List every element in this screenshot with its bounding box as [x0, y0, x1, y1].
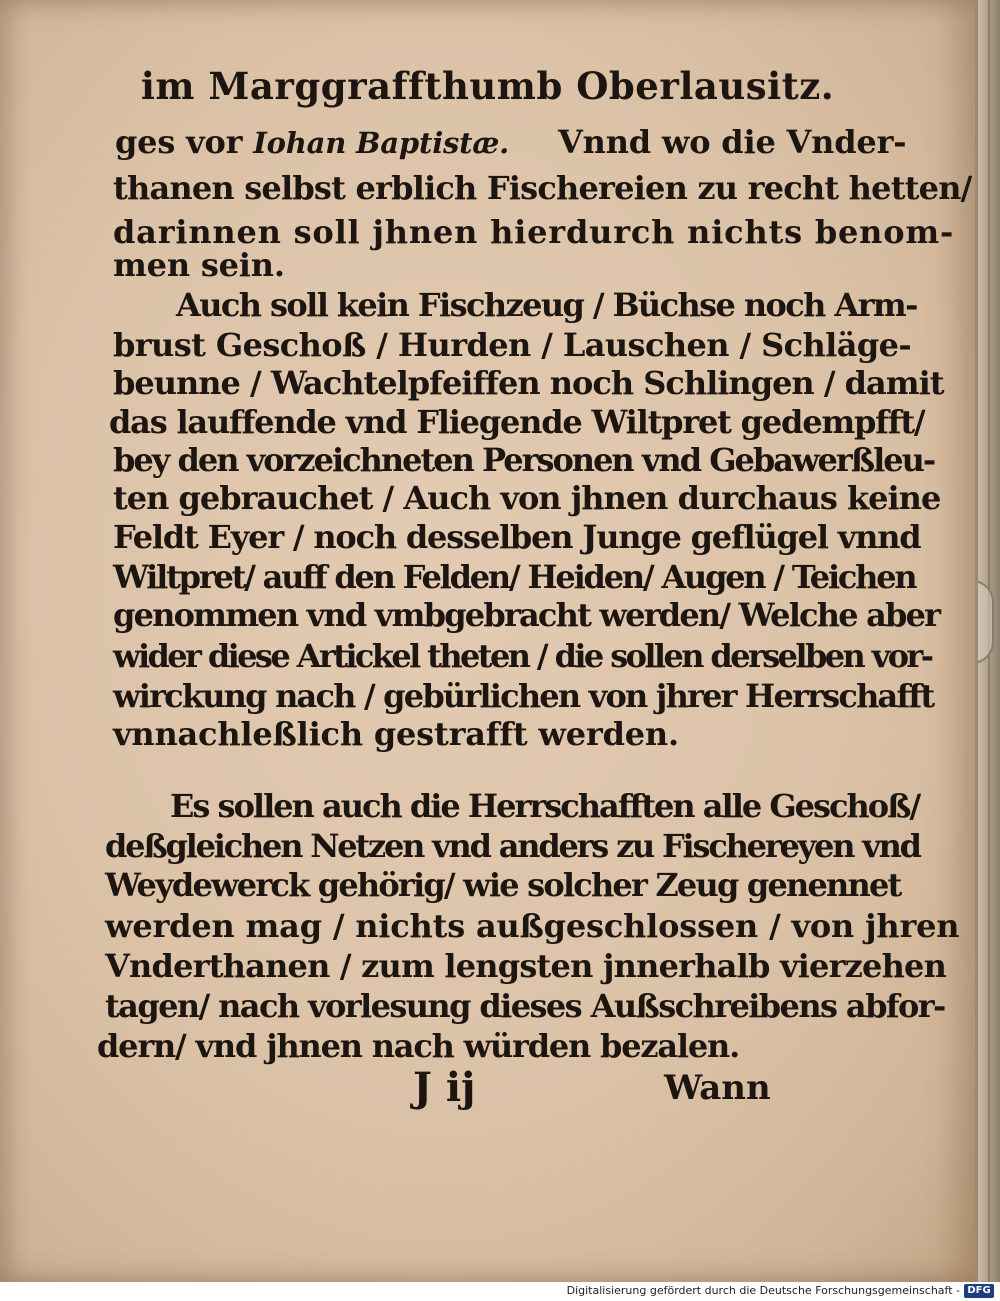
text-line: wirckung nach / gebürlichen von jhrer Herrschafft — [113, 677, 934, 715]
text-line: Feldt Eyer / noch desselben Junge geflügel vnnd — [113, 518, 921, 556]
text-line: ten gebrauchet / Auch von jhnen durchaus keine — [113, 479, 941, 517]
text-fragment: ges vor — [115, 123, 243, 161]
text-line: Vnderthanen / zum lengsten jnnerhalb vierzehen — [105, 947, 947, 985]
text-line: vnnachleßlich gestrafft werden. — [113, 715, 679, 753]
text-line: darinnen soll jhnen hierdurch nichts benom- — [113, 213, 955, 251]
text-line: Weydewerck gehörig/ wie solcher Zeug genennet — [105, 866, 901, 904]
digitization-footer — [0, 1282, 1000, 1301]
text-line: brust Geschoß / Hurden / Lauschen / Schläge- — [113, 326, 912, 364]
text-line: wider diese Artickel theten / die sollen derselben vor- — [113, 637, 932, 675]
signature-mark: J ij — [413, 1064, 476, 1111]
dfg-logo-icon — [964, 1284, 994, 1298]
text-fragment: Vnnd wo die Vnder- — [558, 123, 907, 161]
text-line: werden mag / nichts außgeschlossen / von jhren — [105, 907, 960, 945]
italic-name: Iohan Baptistæ. — [253, 126, 510, 160]
text-line: Auch soll kein Fischzeug / Büchse noch Arm- — [176, 286, 917, 324]
footer-credit: Digitalisierung gefördert durch die Deutsche Forschungsgemeinschaft - — [566, 1284, 960, 1297]
text-line: genommen vnd vmbgebracht werden/ Welche aber — [113, 596, 940, 634]
running-head: im Marggraffthumb Oberlausitz. — [140, 64, 835, 108]
text-line: men sein. — [113, 246, 285, 284]
text-line: beunne / Wachtelpfeiffen noch Schlingen / damit — [113, 364, 944, 402]
text-line: das lauffende vnd Fliegende Wiltpret gedempfft/ — [109, 403, 925, 441]
text-line: deßgleichen Netzen vnd anders zu Fischereyen vnd — [105, 827, 920, 865]
text-line — [115, 122, 906, 163]
catchword: Wann — [664, 1068, 771, 1108]
text-line: bey den vorzeichneten Personen vnd Gebawerßleu- — [113, 441, 935, 479]
dfg-logo-text: DFG — [967, 1285, 991, 1296]
text-line: tagen/ nach vorlesung dieses Außschreibens abfor- — [105, 987, 945, 1025]
text-line: Wiltpret/ auff den Felden/ Heiden/ Augen / Teichen — [113, 558, 916, 596]
text-line: dern/ vnd jhnen nach würden bezalen. — [97, 1027, 740, 1065]
text-line: Es sollen auch die Herrschafften alle Geschoß/ — [170, 787, 920, 825]
text-line: thanen selbst erblich Fischereien zu recht hetten/ — [113, 169, 972, 207]
